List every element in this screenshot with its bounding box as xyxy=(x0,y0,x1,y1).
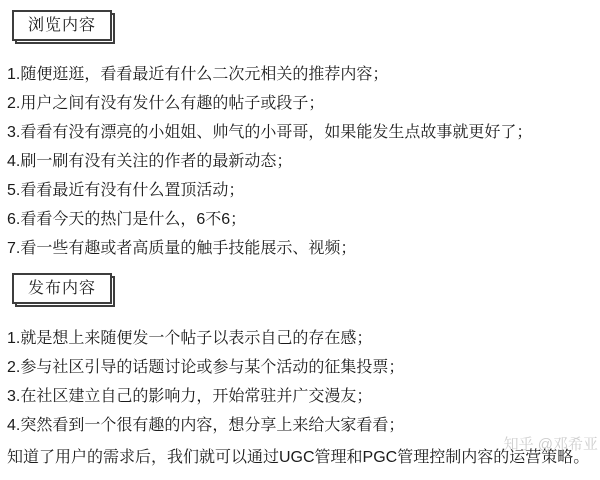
section-title-browse: 浏览内容 xyxy=(28,17,97,34)
publish-list xyxy=(7,324,600,440)
list-item: 4.刷一刷有没有关注的作者的最新动态； xyxy=(7,153,293,170)
list-item: 5.看看最近有没有什么置顶活动； xyxy=(7,182,245,199)
browse-list xyxy=(7,60,600,263)
section-title-publish: 发布内容 xyxy=(28,280,97,297)
list-item: 6.看看今天的热门是什么，6不6； xyxy=(7,211,247,228)
list-item: 1.就是想上来随便发一个帖子以表示自己的存在感； xyxy=(7,330,373,347)
list-item: 2.参与社区引导的话题讨论或参与某个活动的征集投票； xyxy=(7,359,405,376)
section-title-box-publish xyxy=(12,273,112,304)
list-item: 4.突然看到一个很有趣的内容，想分享上来给大家看看； xyxy=(7,417,405,434)
list-item: 7.看一些有趣或者高质量的触手技能展示、视频； xyxy=(7,240,357,257)
zhihu-watermark: 知乎 @邓希亚 xyxy=(503,436,598,453)
list-item: 2.用户之间有没有发什么有趣的帖子或段子； xyxy=(7,95,325,112)
list-item: 3.看看有没有漂亮的小姐姐、帅气的小哥哥，如果能发生点故事就更好了； xyxy=(7,124,533,141)
conclusion-text: 知道了用户的需求后，我们就可以通过UGC管理和PGC管理控制内容的运营策略。 xyxy=(7,449,590,466)
list-item: 3.在社区建立自己的影响力，开始常驻并广交漫友； xyxy=(7,388,373,405)
section-title-box-browse xyxy=(12,10,112,41)
section-publish xyxy=(0,263,600,440)
list-item: 1.随便逛逛，看看最近有什么二次元相关的推荐内容； xyxy=(7,66,389,83)
